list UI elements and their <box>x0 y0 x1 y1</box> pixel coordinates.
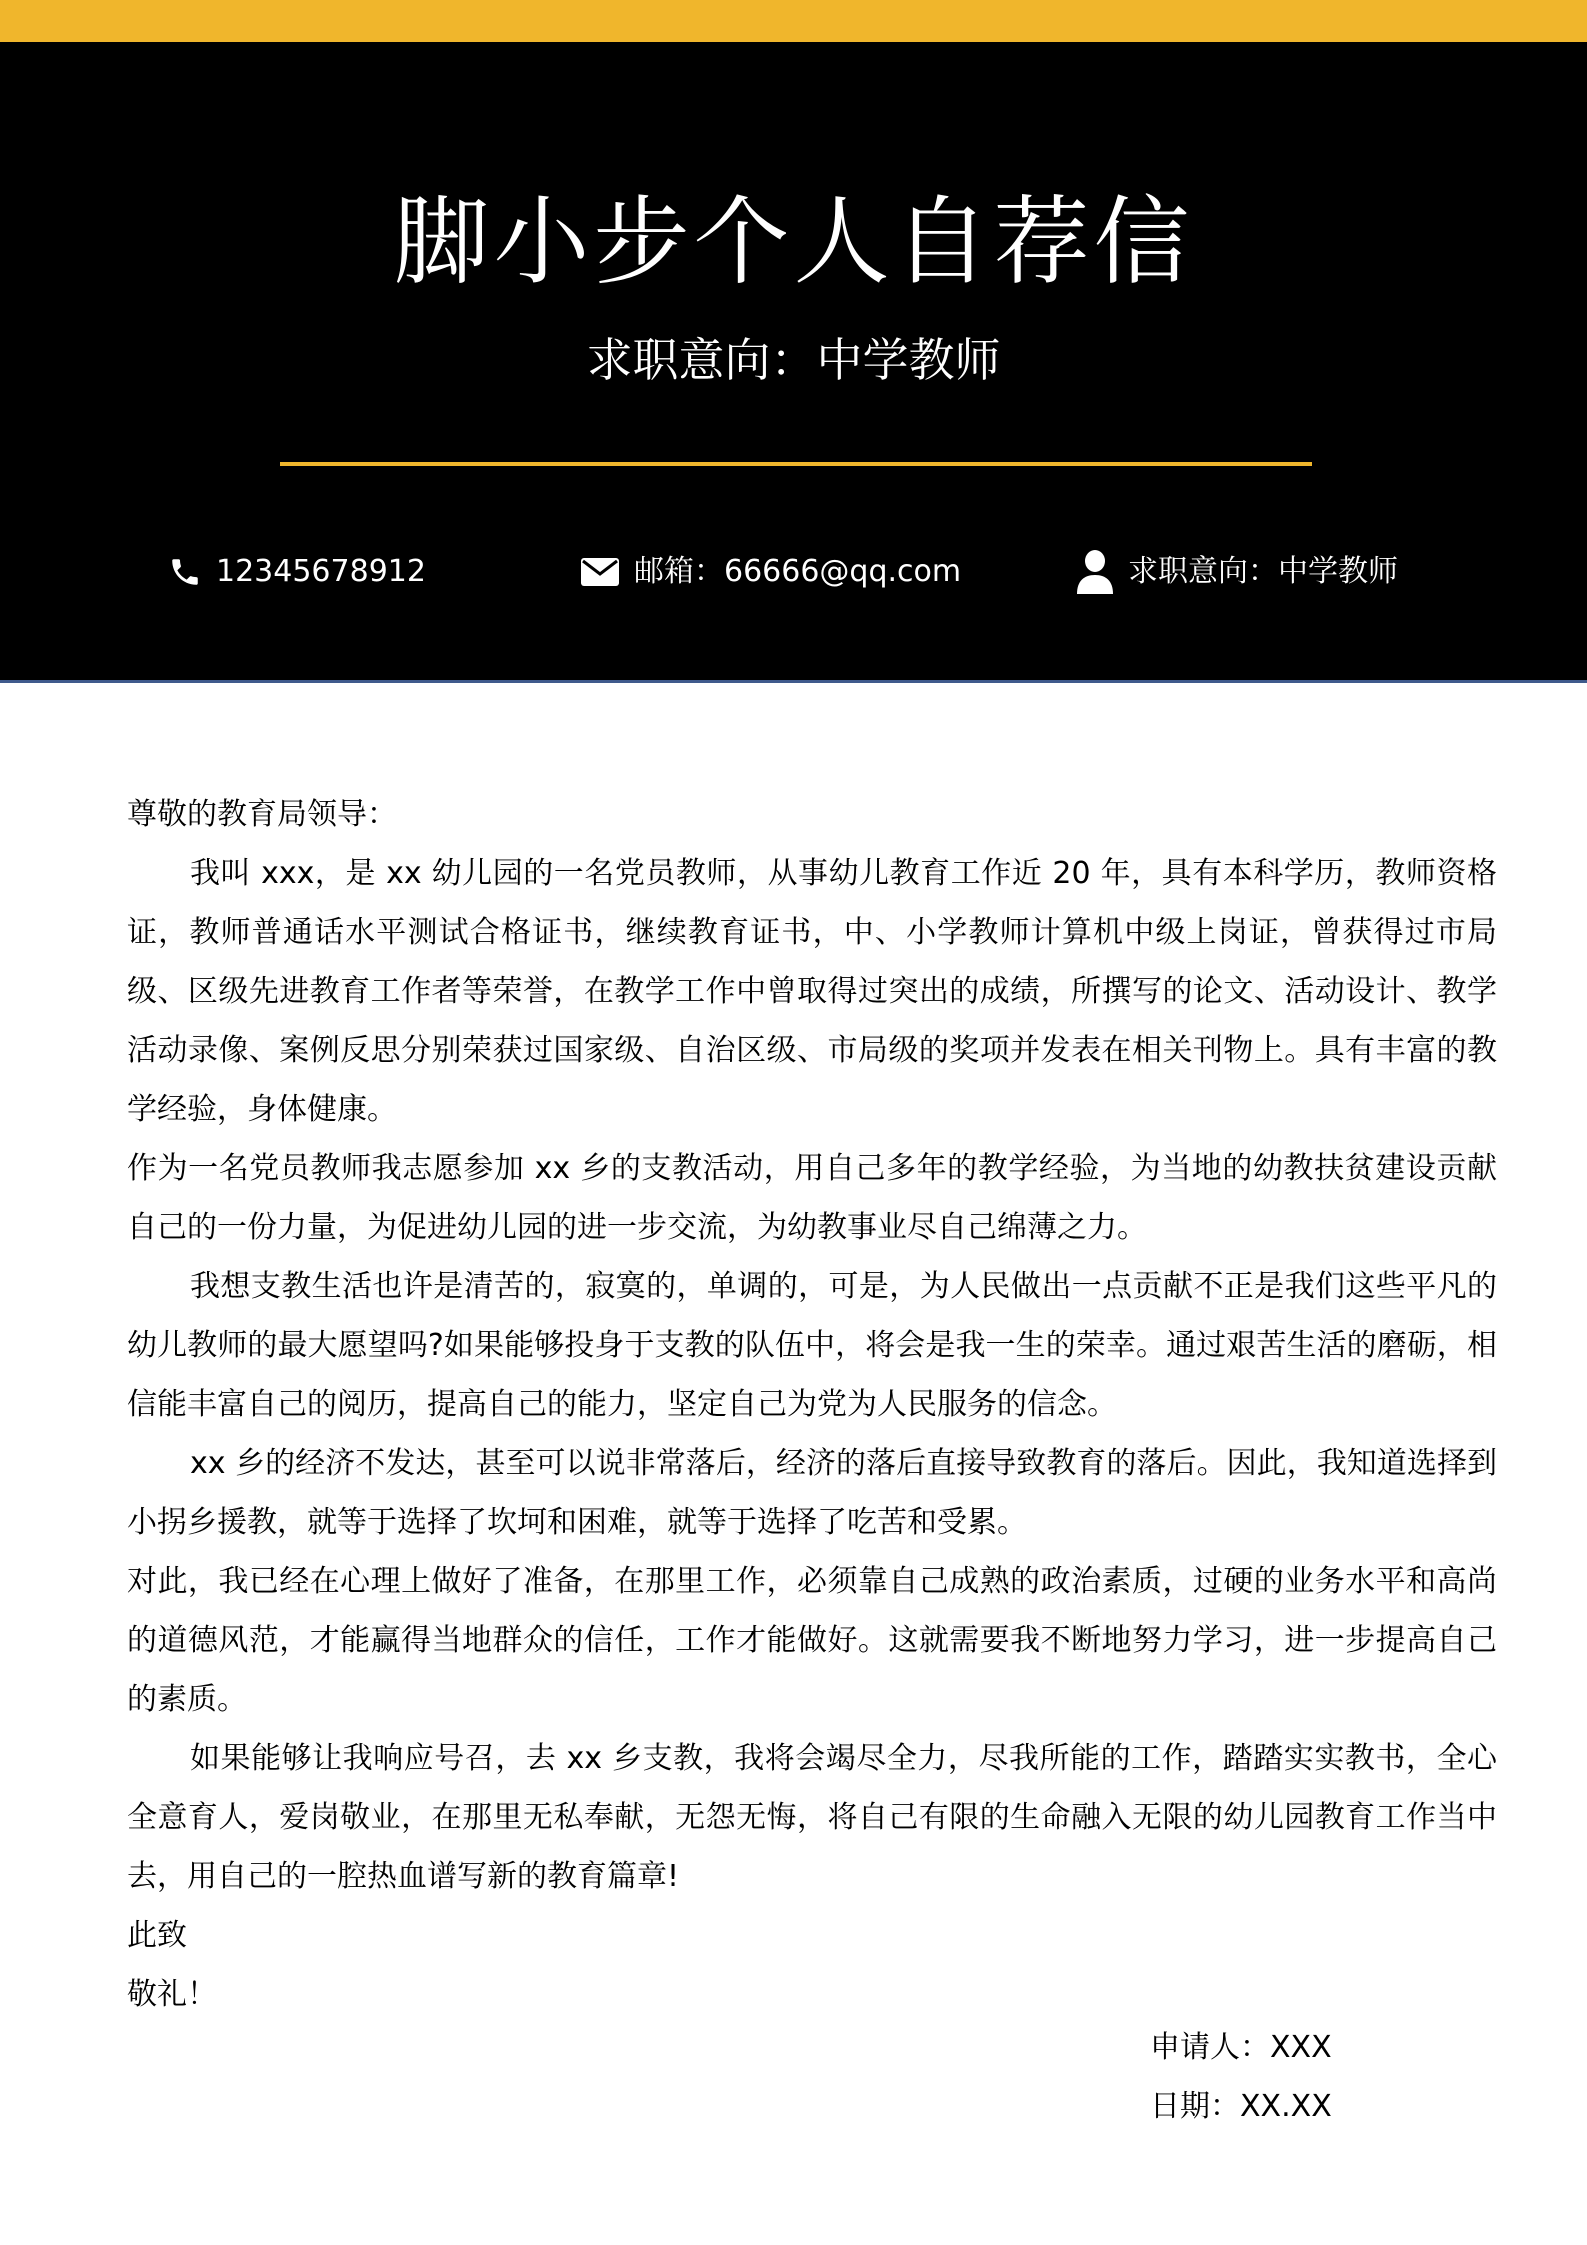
letter-body <box>127 785 1497 2024</box>
header-divider <box>280 462 1312 466</box>
phone-number: 12345678912 <box>216 554 426 589</box>
job-intention-value: 中学教师 <box>1278 554 1398 589</box>
applicant-line <box>1150 2018 1332 2077</box>
paragraph-volunteer: 作为一名党员教师我志愿参加 xx 乡的支教活动，用自己多年的教学经验，为当地的幼教扶贫建设贡献自己的一份力量，为促进幼儿园的进一步交流，为幼教事业尽自己绵薄之力。 <box>127 1151 1497 1245</box>
closing-greeting: 此致 <box>127 1918 187 1953</box>
subtitle-label: 求职意向： <box>586 333 817 387</box>
date-line <box>1150 2077 1332 2136</box>
top-accent-strip <box>0 0 1587 42</box>
date-value: XX.XX <box>1240 2089 1332 2124</box>
contact-email <box>580 545 961 599</box>
subtitle-value: 中学教师 <box>816 333 1001 387</box>
email-label: 邮箱： <box>634 554 724 589</box>
user-icon <box>1076 549 1114 595</box>
letter-title: 脚小步个人自荐信 <box>393 186 1194 298</box>
job-intention-subtitle <box>0 330 1587 390</box>
contact-job-intention <box>1076 545 1398 599</box>
email-address: 66666@qq.com <box>724 554 962 589</box>
applicant-label: 申请人： <box>1150 2030 1270 2065</box>
date-label: 日期： <box>1150 2089 1240 2124</box>
applicant-name: XXX <box>1270 2030 1332 2065</box>
paragraph-economy: xx 乡的经济不发达，甚至可以说非常落后，经济的落后直接导致教育的落后。因此，我知道选择到小拐乡援教，就等于选择了坎坷和困难，就等于选择了吃苦和受累。 <box>127 1446 1497 1540</box>
paragraph-intro: 我叫 xxx，是 xx 幼儿园的一名党员教师，从事幼儿教育工作近 20 年，具有本科学历，教师资格证，教师普通话水平测试合格证书，继续教育证书，中、小学教师计算机中级上岗证，曾获得过市局级、区级先进教育工作者等荣誉，在教学工作中曾取得过突出的成绩，所撰写的论文、活动设计、教学活动录像、案例反思分别荣获过国家级、自治区级、市局级的奖项并发表在相关刊物上。具有丰富的教学经验，身体健康。 <box>127 856 1497 1127</box>
signature-block <box>1150 2018 1332 2136</box>
paragraph-commitment: 如果能够让我响应号召，去 xx 乡支教，我将会竭尽全力，尽我所能的工作，踏踏实实教书，全心全意育人，爱岗敬业，在那里无私奉献，无怨无悔，将自己有限的生命融入无限的幼儿园教育工作当中去，用自己的一腔热血谱写新的教育篇章! <box>127 1741 1497 1894</box>
contact-phone <box>168 545 426 599</box>
closing-salute: 敬礼！ <box>127 1977 217 2012</box>
envelope-icon <box>580 557 620 587</box>
job-intention-label: 求职意向： <box>1128 554 1278 589</box>
header-banner <box>0 42 1587 683</box>
phone-icon <box>168 555 202 589</box>
paragraph-expectation: 我想支教生活也许是清苦的，寂寞的，单调的，可是，为人民做出一点贡献不正是我们这些平凡的幼儿教师的最大愿望吗?如果能够投身于支教的队伍中，将会是我一生的荣幸。通过艰苦生活的磨砺，相信能丰富自己的阅历，提高自己的能力，坚定自己为党为人民服务的信念。 <box>127 1269 1497 1422</box>
salutation: 尊敬的教育局领导： <box>127 797 397 832</box>
paragraph-preparation: 对此，我已经在心理上做好了准备，在那里工作，必须靠自己成熟的政治素质，过硬的业务水平和高尚的道德风范，才能赢得当地群众的信任，工作才能做好。这就需要我不断地努力学习，进一步提高自己的素质。 <box>127 1564 1497 1717</box>
